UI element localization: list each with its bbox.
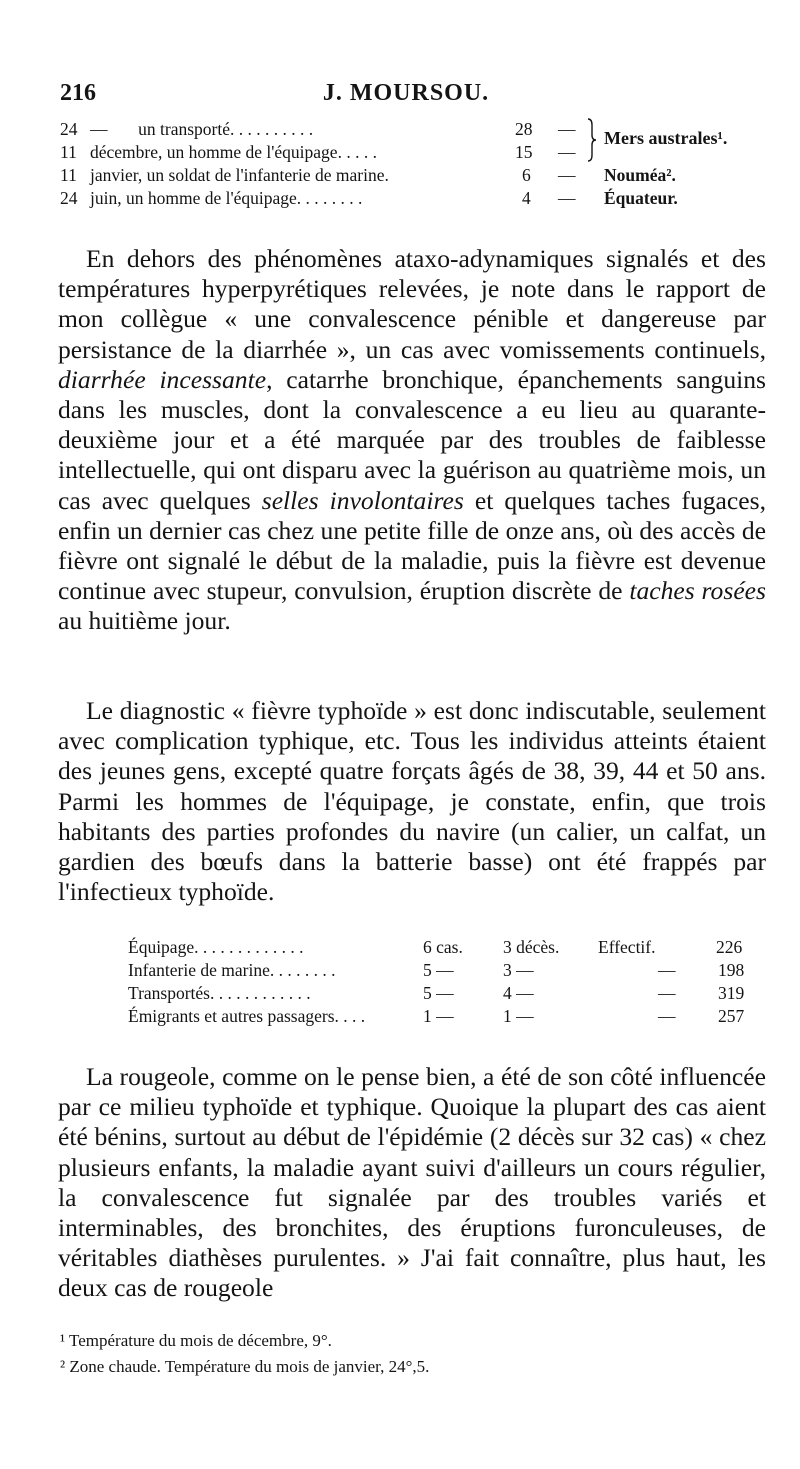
table-effectif: 198 (718, 960, 745, 980)
footnote: ¹ Température du mois de décembre, 9°. (60, 1331, 332, 1350)
running-author: J. MOURSOU. (322, 80, 490, 106)
footnote: ² Zone chaude. Température du mois de janvier, 24°,5. (60, 1357, 430, 1376)
paragraph-2 (58, 696, 766, 907)
table-cases: 6 cas. (423, 937, 463, 957)
text-run: au huitième jour. (58, 606, 231, 636)
table-label: Émigrants et autres passagers. . . . (128, 1006, 366, 1026)
paragraph-1 (58, 244, 766, 637)
table-deaths: 1 — (503, 1006, 534, 1026)
paragraph-text: La rougeole, comme on le pense bien, a été de son côté influencée par ce milieu typhoïde et typhique. Quoique la plupart des cas aient été bénins, surtout au début de l'épidémie (2 décès sur 32 cas) « chez plusieurs enfants, la maladie ayant suivi d'ailleurs un cours régulier, la convalescence fut signalée par des troubles variés et interminables, des bronchites, des éruptions furonculeuses, de véritables diathèses purulentes. » J'ai fait connaître, plus haut, les deux cas de rougeole (58, 1062, 766, 1303)
case-desc: juin, un homme de l'équipage. . . . . . . . (90, 188, 363, 208)
table-label: Équipage. . . . . . . . . . . . . (128, 937, 304, 957)
case-temp: 28 (515, 119, 533, 139)
table-effectif: 226 (716, 937, 743, 957)
table-label: Transportés. . . . . . . . . . . . (128, 983, 311, 1003)
text-run: et quelques taches fugaces, enfin un dernier cas chez une petite fille de onze ans, où des accès de fièvre ont signalé le début de la maladie, puis la fièvre est devenue continue avec stupeur, convulsion, éruption discrète de (58, 485, 766, 606)
table-effectif-label: Effectif. (598, 937, 656, 957)
paragraph-text: Le diagnostic « fièvre typhoïde » est donc indiscutable, seulement avec complication typhique, etc. Tous les individus atteints étaient des jeunes gens, excepté quatre forçats âgés de 38, 39, 44 et 50 ans. Parmi les hommes de l'équipage, je constate, enfin, que trois habitants des parties profondes du navire (un calier, un calfat, un gardien des bœufs dans la batterie basse) ont été frappés par l'infectieux typhoïde. (58, 696, 766, 907)
case-desc: décembre, un homme de l'équipage. . . . . (90, 142, 377, 162)
case-dash: — (558, 142, 576, 162)
table-effectif: 257 (718, 1006, 745, 1026)
page-number: 216 (60, 80, 96, 106)
table-cases: 5 — (423, 960, 454, 980)
table-label: Infanterie de marine. . . . . . . . (128, 960, 336, 980)
table-effectif-label: — (658, 1006, 676, 1026)
case-day: 11 (60, 142, 77, 162)
table-cases: 1 — (423, 1006, 454, 1026)
case-dash: — (558, 165, 576, 185)
table-deaths: 4 — (503, 983, 534, 1003)
italic-run: diarrhée incessante (58, 364, 267, 394)
paragraph-3 (58, 1062, 766, 1304)
table-effectif: 319 (718, 983, 745, 1003)
table-deaths: 3 — (503, 960, 534, 980)
case-desc: — un transporté. . . . . . . . . . (90, 119, 314, 139)
italic-run: taches rosées (629, 576, 766, 606)
case-temp: 15 (515, 142, 533, 162)
case-desc: janvier, un soldat de l'infanterie de marine. (90, 165, 389, 185)
case-day: 24 (60, 188, 78, 208)
case-dash: — (558, 119, 576, 139)
footnotes (60, 1328, 760, 1380)
text-run: En dehors des phénomènes ataxo-adynamiques signalés et des températures hyperpyrétiques relevées, je note dans le rapport de mon collègue « une convalescence pénible et dangereuse par persistance de la diarrhée », un cas avec vomissements continuels, (58, 244, 766, 364)
table-effectif-label: — (658, 983, 676, 1003)
brace-label: Mers australes¹. (604, 128, 728, 148)
italic-run: selles involontaires (261, 485, 464, 515)
case-place: Nouméa². (604, 165, 676, 185)
table-cases: 5 — (423, 983, 454, 1003)
curly-brace-icon (587, 118, 597, 162)
running-header (60, 80, 752, 114)
case-day: 24 (60, 119, 78, 139)
table-effectif-label: — (658, 960, 676, 980)
case-temp: 4 (522, 188, 531, 208)
case-temp: 6 (522, 165, 531, 185)
case-dash: — (558, 188, 576, 208)
text-run: , catarrhe bronchique, épanchements sanguins dans les muscles, dont la convalescence a eu lieu au quarante-deuxième jour et a été marquée par des troubles de faiblesse intellectuelle, qui ont disparu avec la guérison au quatrième mois, un cas avec quelques (58, 364, 766, 515)
case-place: Équateur. (604, 188, 678, 208)
case-day: 11 (60, 165, 77, 185)
table-deaths: 3 décès. (503, 937, 560, 957)
